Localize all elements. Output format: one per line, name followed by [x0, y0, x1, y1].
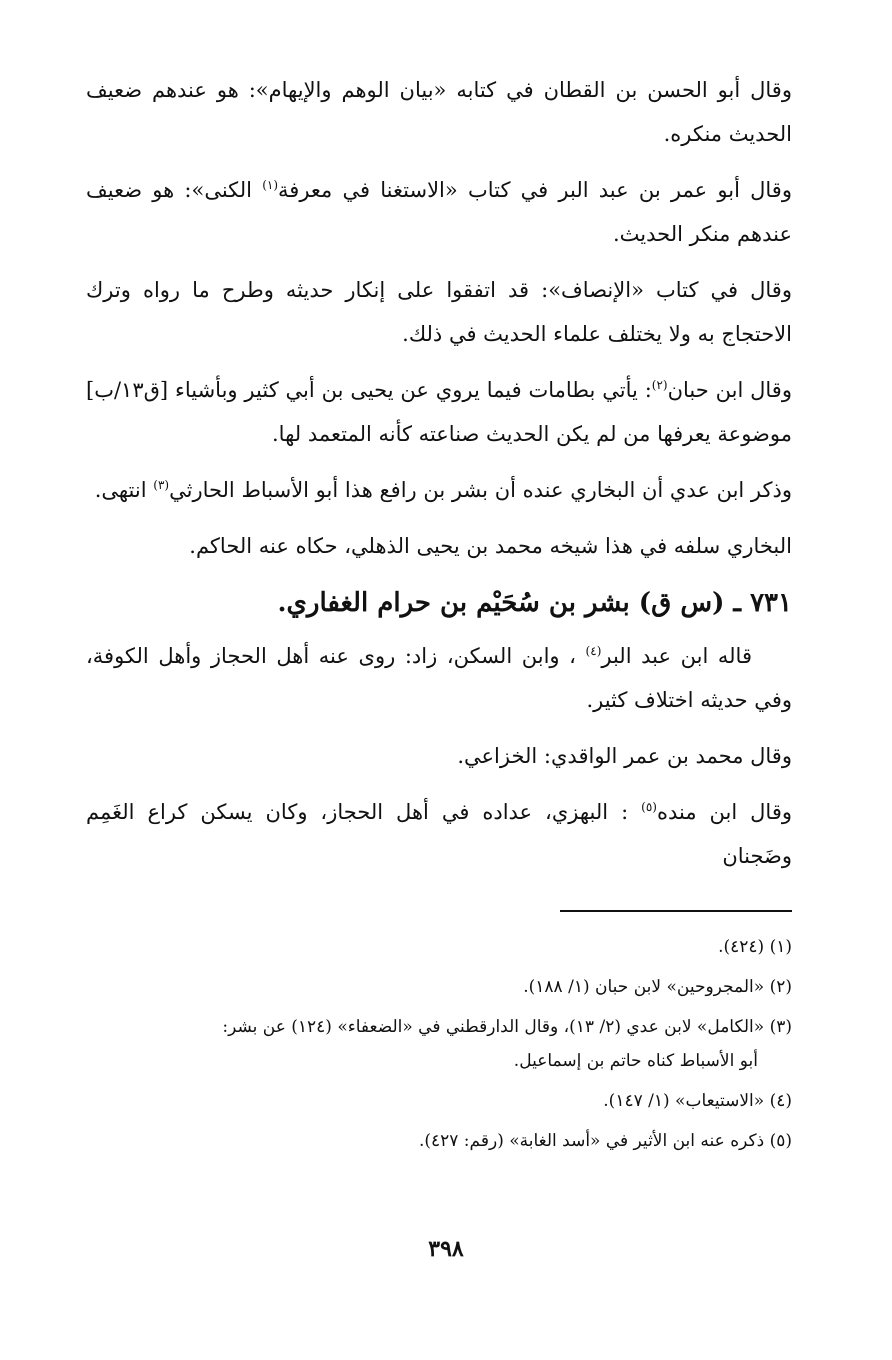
footnote-3	[86, 1010, 792, 1078]
paragraph-text: انتهى.	[94, 478, 154, 502]
paragraph-text: وقال أبو الحسن بن القطان في كتابه «بيان الوهم والإيهام»: هو عندهم ضعيف الحديث منكره.	[86, 78, 792, 146]
footnote-marker[interactable]: (٢)	[651, 378, 668, 392]
entry-heading: ٧٣١ ـ (س ق) بشر بن سُحَيْم بن حرام الغفاري.	[277, 588, 792, 618]
footnote-divider	[560, 910, 792, 912]
footnote-text: «الكامل» لابن عدي (٢/ ١٣)، وقال الدارقطني في «الضعفاء» (١٢٤) عن بشر:	[222, 1017, 765, 1037]
paragraph-ibn-hibban	[86, 368, 792, 456]
paragraph-text: البخاري سلفه في هذا شيخه محمد بن يحيى الذهلي، حكاه عنه الحاكم.	[189, 534, 792, 558]
paragraph-text: وقال في كتاب «الإنصاف»: قد اتفقوا على إنكار حديثه وطرح ما رواه وترك الاحتجاج به ولا يختلف علماء الحديث في ذلك.	[86, 278, 792, 346]
footnote-continuation: أبو الأسباط كناه حاتم بن إسماعيل.	[513, 1051, 758, 1071]
entry-paragraph-ibn-abd-al-barr	[86, 634, 792, 722]
paragraph-ibn-adi	[86, 468, 792, 512]
footnote-marker[interactable]: (٤)	[585, 644, 602, 658]
entry-paragraph-ibn-mandah	[86, 790, 792, 878]
paragraph-text: وقال أبو عمر بن عبد البر في كتاب «الاستغنا في معرفة	[278, 178, 792, 202]
paragraph-text: وقال محمد بن عمر الواقدي: الخزاعي.	[457, 744, 792, 768]
paragraph-ibn-al-qattan	[86, 68, 792, 156]
footnote-number: (٥)	[769, 1131, 792, 1151]
footnote-marker[interactable]: (١)	[262, 178, 279, 192]
paragraph-text: الكنى»: هو ضعيف عندهم منكر الحديث.	[86, 178, 792, 246]
entry-paragraph-al-waqidi	[86, 734, 792, 778]
footnote-text: (٤٢٤).	[718, 937, 765, 957]
footnote-number: (٤)	[769, 1091, 792, 1111]
footnote-1	[86, 930, 792, 964]
paragraph-al-bukhari	[86, 524, 792, 568]
footnote-4	[86, 1084, 792, 1118]
footnotes	[86, 930, 792, 1164]
footnote-number: (٢)	[769, 977, 792, 997]
footnote-2	[86, 970, 792, 1004]
paragraph-text: : البهزي، عداده في أهل الحجاز، وكان يسكن كراع الغَمِم وضَجنان	[86, 800, 792, 868]
paragraph-text: وقال ابن حبان	[667, 378, 792, 402]
footnote-text: «المجروحين» لابن حبان (١/ ١٨٨).	[523, 977, 765, 997]
footnote-marker[interactable]: (٣)	[153, 478, 170, 492]
footnote-number: (٣)	[769, 1017, 792, 1037]
paragraph-ibn-abd-al-barr	[86, 168, 792, 256]
main-text	[86, 68, 792, 890]
footnote-number: (١)	[769, 937, 792, 957]
paragraph-text: قاله ابن عبد البر	[601, 644, 752, 668]
paragraph-al-insaf	[86, 268, 792, 356]
paragraph-text: ، وابن السكن، زاد: روى عنه أهل الحجاز وأهل الكوفة، وفي حديثه اختلاف كثير.	[86, 644, 792, 712]
page-number: ٣٩٨	[428, 1236, 464, 1262]
paragraph-text: وقال ابن منده	[656, 800, 793, 824]
footnote-text: «الاستيعاب» (١/ ١٤٧).	[603, 1091, 765, 1111]
footnote-text: ذكره عنه ابن الأثير في «أسد الغابة» (رقم: ٤٢٧).	[418, 1131, 765, 1151]
paragraph-text: وذكر ابن عدي أن البخاري عنده أن بشر بن رافع هذا أبو الأسباط الحارثي	[169, 478, 792, 502]
footnote-5	[86, 1124, 792, 1158]
paragraph-text: : يأتي بطامات فيما يروي عن يحيى بن أبي كثير وبأشياء [ق١٣/ب] موضوعة يعرفها من لم يكن الحديث صناعته كأنه المتعمد لها.	[86, 378, 792, 446]
footnote-marker[interactable]: (٥)	[641, 800, 657, 814]
